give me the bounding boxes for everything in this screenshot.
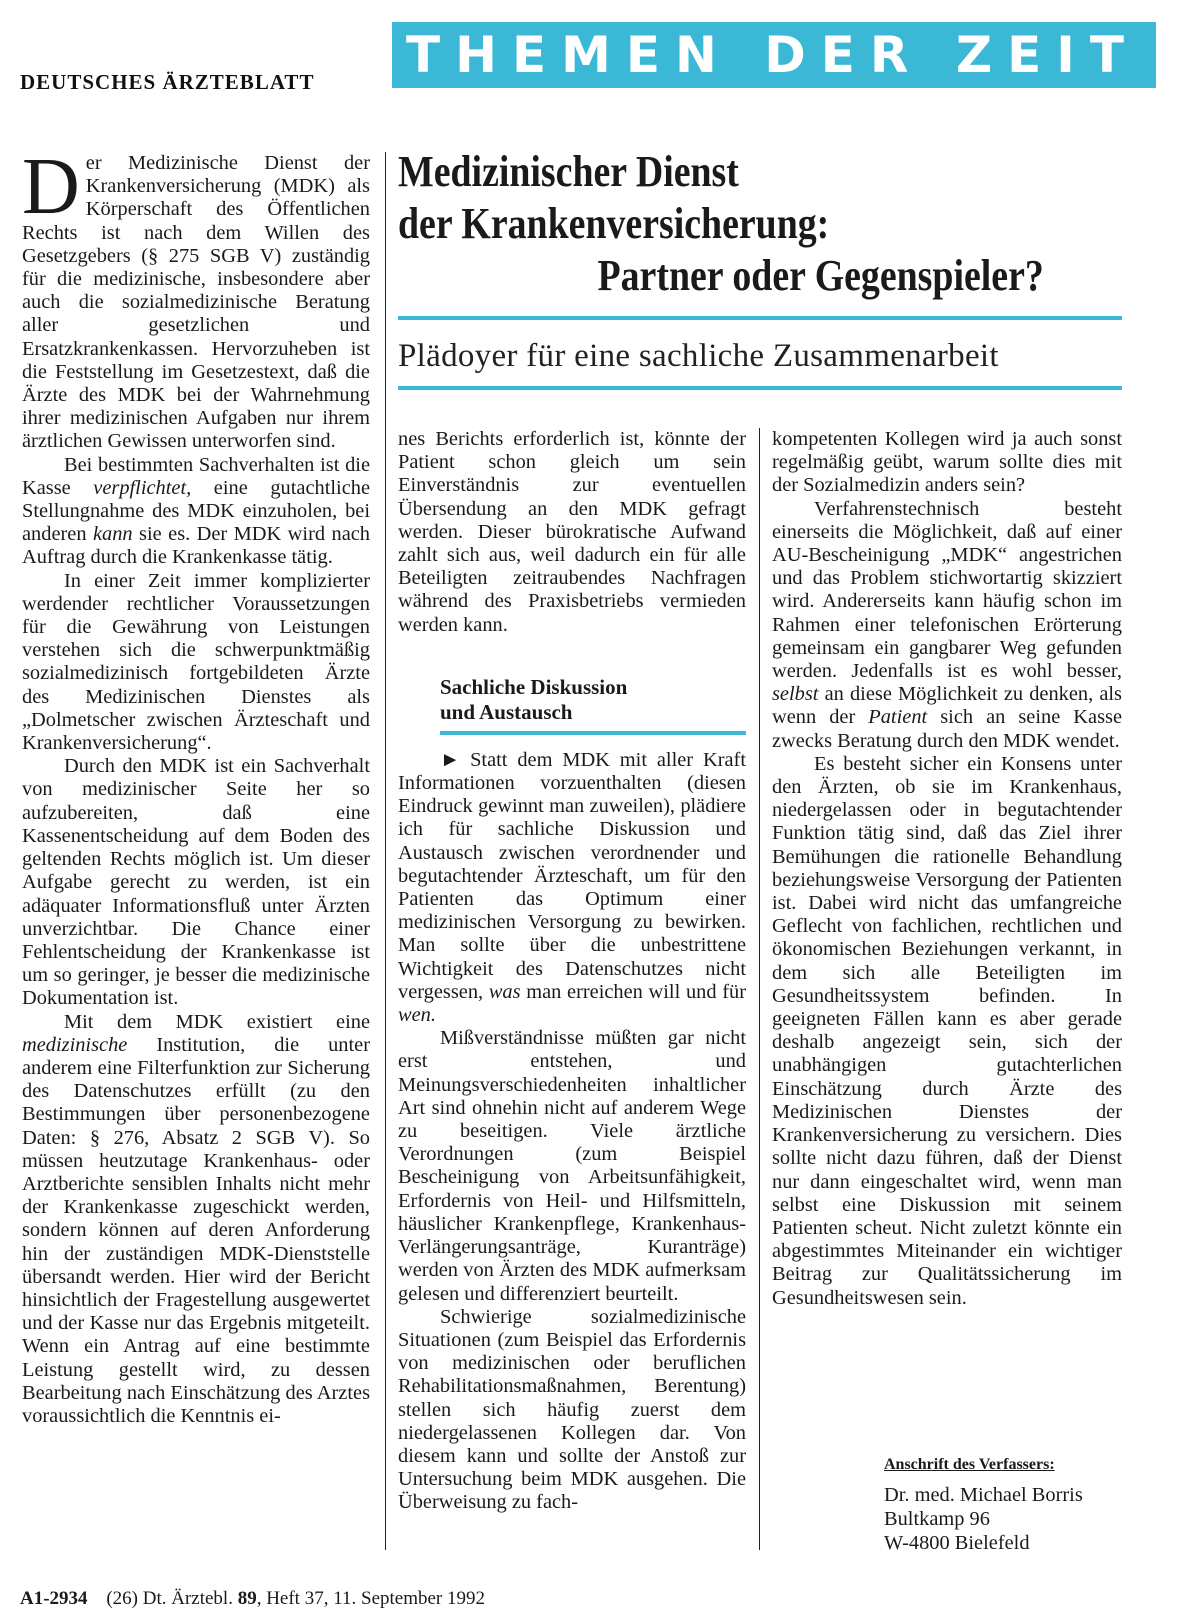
emphasis: medizinische — [22, 1033, 128, 1056]
journal-volume: 89 — [237, 1588, 257, 1609]
paragraph-text: Institution, die unter anderem eine Filterfunktion zur Sicherung des Datenschutzes erfüllt (zu den Bestimmungen über personenbezogene Daten: § 276, Absatz 2 SGB V). So müssen heutzutage Krankenhaus- oder Arztberichte sensiblen Inhalts nicht mehr der Krankenkasse zugeschickt werden, sondern können auf deren Anforderung hin der zuständigen MDK-Dienststelle übersandt werden. Hier wird der Bericht hinsichtlich der Fragestellung ausgewertet und der Kasse nur das Ergebnis mitgeteilt. Wenn ein Antrag auf eine bestimmte Leistung gestellt wird, zu dessen Bearbeitung nach Einschätzung des Arztes voraussichtlich die Kenntnis ei- — [22, 1033, 370, 1427]
page-code: A1-2934 — [20, 1588, 88, 1609]
headline-line-1: Medizinischer Dienst — [398, 147, 739, 196]
author-city: W-4800 Bielefeld — [884, 1532, 1030, 1554]
paragraph-text: sich an seine Kasse zwecks Beratung durch den MDK wendet. — [772, 706, 1123, 752]
emphasis: verpflichtet, — [93, 476, 192, 499]
paragraph-text: sie es. Der MDK wird nach Auftrag durch die Krankenkasse tätig. — [22, 523, 370, 569]
headline-line-2: der Krankenversicherung: — [398, 199, 830, 248]
paragraph-text: an diese Möglichkeit zu denken, als wenn der — [772, 683, 1122, 729]
page-footer — [20, 1588, 485, 1610]
emphasis: Patient — [868, 706, 928, 729]
section-banner-text: THEMEN DER ZEIT — [406, 26, 1139, 84]
emphasis: kann — [92, 523, 133, 546]
paragraph-text: Bei bestimmten Sachverhalten ist die Kasse — [22, 453, 370, 499]
headline — [398, 146, 1044, 302]
headline-rule-bottom — [398, 386, 1122, 390]
paragraph: Mißverständnisse müßten gar nicht erst entstehen, und Meinungsverschiedenheiten inhaltlicher Art sind ohnehin nicht auf anderem Wege zu beseitigen. Viele ärztliche Verordnungen (zum Beispiel Bescheinigung von Arbeitsunfähigkeit, Erfordernis von Heil- und Hilfsmitteln, häuslicher Krankenpflege, Krankenhaus-Verlängerungsanträge, Kuranträge) werden von Ärzten des MDK aufmerksam gelesen und differenziert beurteilt. — [398, 1027, 746, 1305]
drop-cap: D — [22, 143, 80, 231]
headline-rule-top — [398, 316, 1122, 320]
paragraph-text: Verfahrenstechnisch besteht einerseits die Möglichkeit, daß auf einer AU-Bescheinigung „MDK“ angestrichen und das Problem stichwortartig skizziert wird. Andererseits kann häufig schon im Rahmen einer telefonischen Erörterung gemeinsam ein gangbarer Weg gefunden werden. Jedenfalls ist es wohl besser, — [772, 497, 1122, 683]
column-rule-2 — [759, 428, 760, 1550]
emphasis: was — [488, 980, 521, 1003]
section-heading-rule — [440, 731, 746, 735]
issue-date: , Heft 37, 11. September 1992 — [256, 1588, 486, 1609]
subtitle: Plädoyer für eine sachliche Zusammenarbeit — [398, 338, 999, 374]
paragraph: Durch den MDK ist ein Sachverhalt von medizinischer Seite her so aufzubereiten, daß eine Kassenentscheidung auf dem Boden des geltenden Rechts möglich ist. Um dieser Aufgabe gerecht zu werden, ist ein adäquater Informationsfluß unter Ärzten unverzichtbar. Die Chance einer Fehlentscheidung der Krankenkasse ist um so geringer, je besser die medizinische Dokumentation ist. — [22, 755, 370, 1010]
paragraph-text: Mit dem MDK existiert eine — [64, 1010, 370, 1033]
article-column-1 — [22, 143, 370, 1428]
column-rule-1 — [385, 152, 386, 1550]
page-number: (26) — [106, 1588, 138, 1609]
emphasis: selbst — [772, 683, 819, 706]
author-street: Bultkamp 96 — [884, 1508, 990, 1530]
paragraph: Schwierige sozialmedizinische Situationen (zum Beispiel das Erfordernis von medizinischen oder beruflichen Rehabilitationsmaßnahmen, Berentung) stellen sich häufig zuerst dem niedergelassenen Kollegen dar. Von diesem kann und sollte der Anstoß zur Untersuchung beim MDK ausgehen. Die Überweisung zu fach- — [398, 1305, 746, 1514]
paragraph: nes Berichts erforderlich ist, könnte der Patient schon gleich um sein Einverständnis zur eventuellen Übersendung an den MDK gefragt werden. Dieser bürokratische Aufwand zahlt sich aus, weil dadurch ein für alle Beteiligten zeitraubendes Nachfragen während des Praxisbetriebs vermieden werden kann. — [398, 428, 746, 636]
section-banner — [392, 22, 1156, 88]
paragraph — [22, 143, 370, 454]
paragraph-text: er Medizinische Dienst der Krankenversicherung (MDK) als Körperschaft des Öffentlichen Rechts ist nach dem Willen des Gesetzgebers (§ 275 SGB V) zuständig für die medizinische, insbesondere aber auch die sozialmedizinische Beratung aller gesetzlichen und Ersatzkrankenkassen. Hervorzuheben ist die Feststellung im Gesetzestext, daß die Ärzte des MDK bei der Wahrnehmung ihrer medizinischen Aufgaben nur ihrem ärztlichen Gewissen unterworfen sind. — [22, 152, 370, 453]
author-address-heading: Anschrift des Verfassers: — [884, 1456, 1055, 1473]
paragraph — [22, 1011, 370, 1429]
paragraph: kompetenten Kollegen wird ja auch sonst regelmäßig geübt, warum sollte dies mit der Sozialmedizin anders sein? — [772, 428, 1122, 497]
article-column-2 — [398, 428, 746, 1515]
paragraph: In einer Zeit immer komplizierter werdender rechtlicher Voraussetzungen für die Gewährung von Leistungen verstehen sich die schwerpunktmäßig sozialmedizinisch fortgebildeten Ärzte des Medizinischen Dienstes als „Dolmetscher zwischen Ärzteschaft und Krankenversicherung“. — [22, 569, 370, 755]
paragraph-text: eine gutachtliche Stellungnahme des MDK einzuholen, bei anderen — [22, 476, 370, 546]
author-name: Dr. med. Michael Borris — [884, 1484, 1083, 1506]
paragraph-text: ► Statt dem MDK mit aller Kraft Informationen vorzuenthalten (diesen Eindruck gewinnt man zuweilen), plädiere ich für sachliche Diskussion und Austausch zwischen verordnender und begutachtender Ärzteschaft, um für den Patienten das Optimum einer medizinischen Versorgung zu bewirken. Man sollte über die unbestrittene Wichtigkeit des Datenschutzes nicht vergessen, — [398, 748, 746, 1003]
journal-name: Dt. Ärztebl. — [142, 1588, 233, 1609]
paragraph — [22, 454, 370, 570]
paragraph — [398, 749, 746, 1027]
headline-line-3: Partner oder Gegenspieler? — [597, 251, 1044, 300]
emphasis: wen. — [398, 1004, 436, 1027]
paragraph — [772, 498, 1122, 753]
paragraph: Es besteht sicher ein Konsens unter den Ärzten, ob sie im Krankenhaus, niedergelassen oder in begutachtender Funktion tätig sind, daß das Ziel ihrer Bemühungen die rationelle Behandlung beziehungsweise Versorgung der Patienten ist. Dabei wird nicht das umfangreiche Geflecht von fachlichen, rechtlichen und ökonomischen Beziehungen verkannt, in dem sich alle Beteiligten im Gesundheitssystem befinden. In geeigneten Fällen kann es aber gerade deshalb angezeigt sein, sich der unabhängigen gutachterlichen Einschätzung durch Ärzte des Medizinischen Dienstes der Krankenversicherung zu versichern. Dies sollte nicht dazu führen, daß der Dienst nur dann eingeschaltet wird, wenn man selbst eine Diskussion mit seinem Patienten scheut. Nicht zuletzt könnte ein abgestimmtes Miteinander ein wichtiger Beitrag zur Qualitätssicherung im Gesundheitswesen sein. — [772, 752, 1122, 1309]
section-heading: Sachliche Diskussion und Austausch — [440, 674, 628, 724]
article-column-3 — [772, 428, 1122, 1310]
masthead-publication: DEUTSCHES ÄRZTEBLATT — [20, 70, 315, 94]
paragraph-text: man erreichen will und für — [520, 980, 746, 1003]
